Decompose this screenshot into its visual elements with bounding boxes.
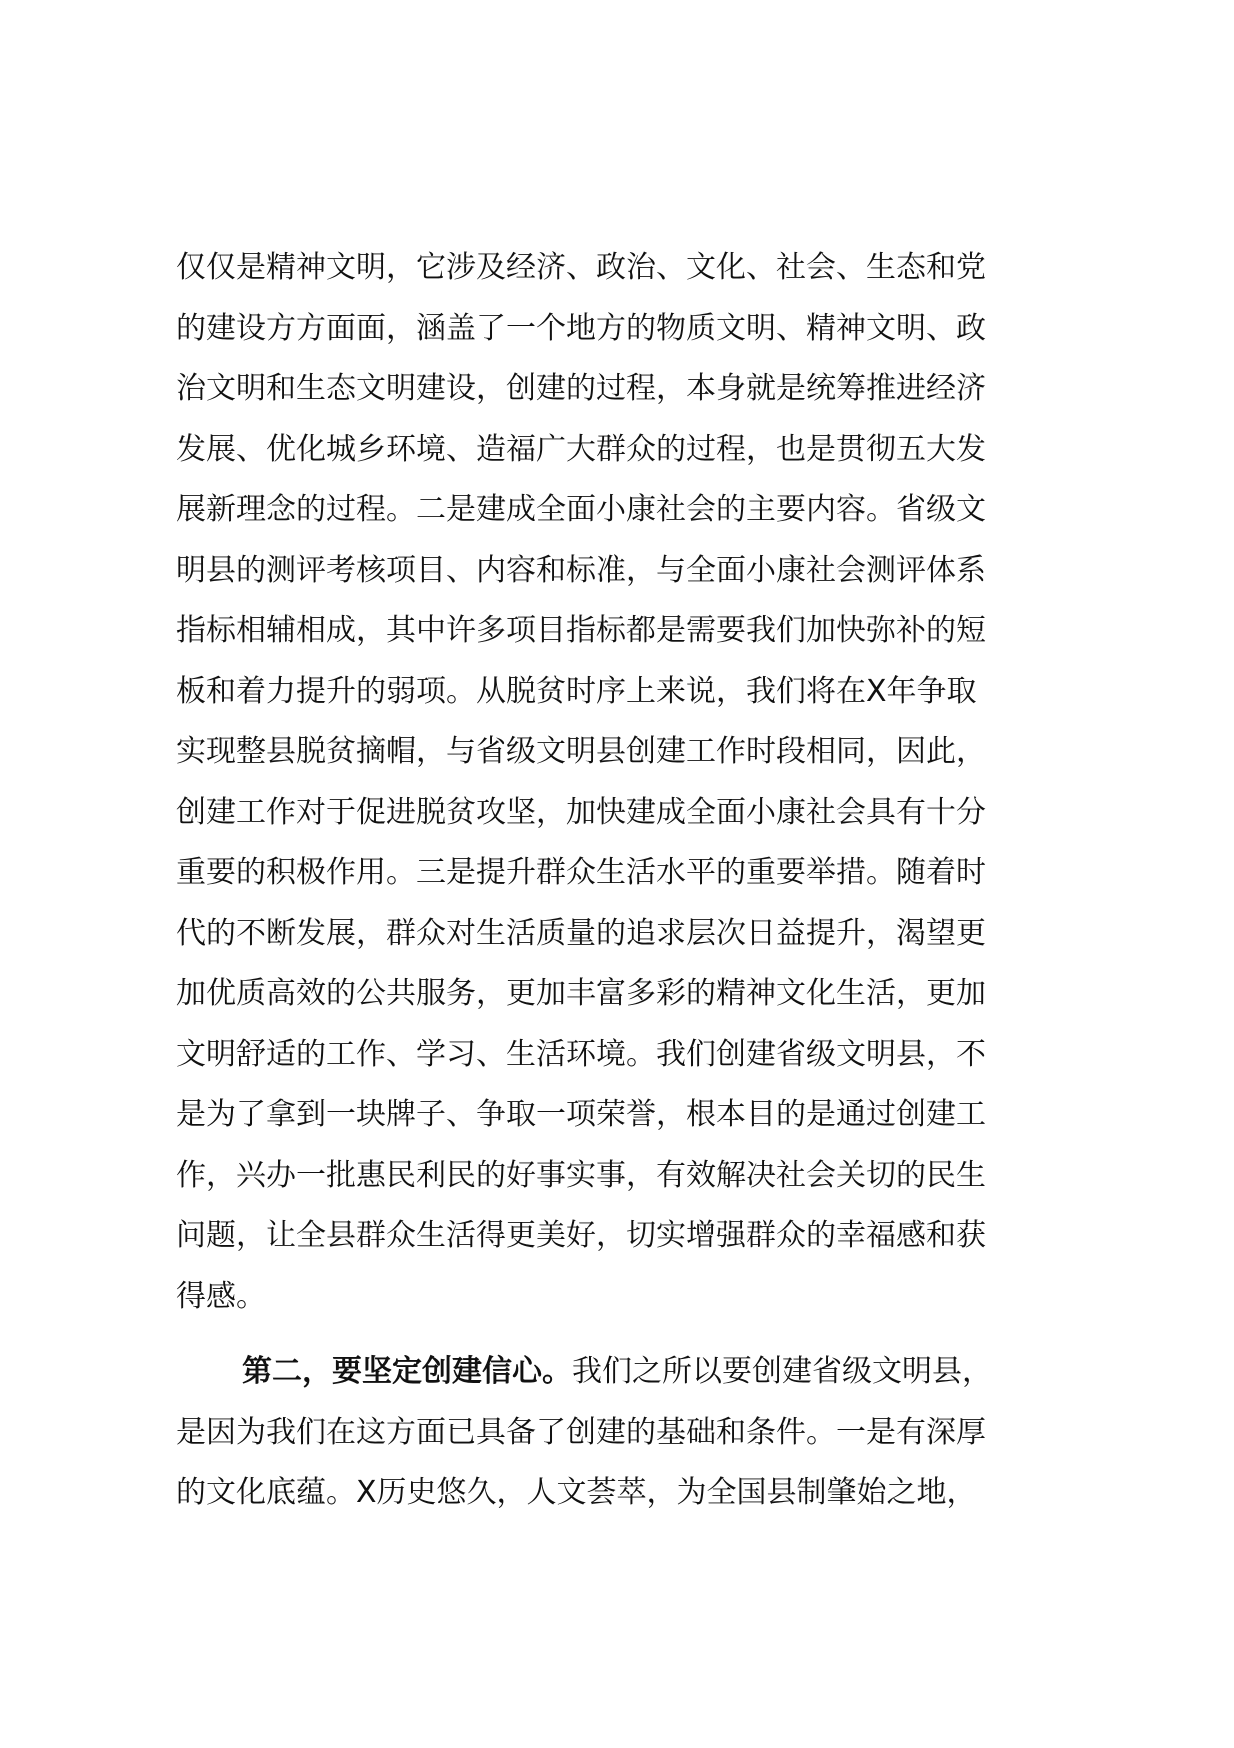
text-line: 创建工作对于促进脱贫攻坚，加快建成全面小康社会具有十分: [176, 794, 986, 830]
text-line: 作，兴办一批惠民利民的好事实事，有效解决社会关切的民生: [176, 1157, 986, 1193]
text-line: 加优质高效的公共服务，更加丰富多彩的精神文化生活，更加: [176, 976, 986, 1011]
paragraph-spacer: [176, 1327, 1086, 1342]
paragraph-1: [176, 238, 1086, 1327]
text-line: 指标相辅相成，其中许多项目指标都是需要我们加快弥补的短: [176, 613, 986, 648]
text-line: 发展、优化城乡环境、造福广大群众的过程，也是贯彻五大发: [176, 431, 986, 467]
text-line: 的建设方方面面，涵盖了一个地方的物质文明、精神文明、政: [176, 310, 986, 346]
text-line: 治文明和生态文明建设，创建的过程，本身就是统筹推进经济: [176, 371, 986, 406]
text-line: 问题，让全县群众生活得更美好，切实增强群众的幸福感和获: [176, 1218, 986, 1253]
text-line: 代的不断发展，群众对生活质量的追求层次日益提升，渴望更: [176, 915, 986, 951]
text-line: 是为了拿到一块牌子、争取一项荣誉，根本目的是通过创建工: [176, 1097, 986, 1132]
text-line: 仅仅是精神文明，它涉及经济、政治、文化、社会、生态和党: [176, 250, 986, 285]
text-line: 明县的测评考核项目、内容和标准，与全面小康社会测评体系: [176, 552, 986, 588]
text-line: 实现整县脱贫摘帽，与省级文明县创建工作时段相同，因此，: [176, 734, 986, 769]
text-line: 是因为我们在这方面已具备了创建的基础和条件。一是有深厚: [176, 1414, 986, 1450]
text-line: 展新理念的过程。二是建成全面小康社会的主要内容。省级文: [176, 492, 986, 527]
text-line: 文明舒适的工作、学习、生活环境。我们创建省级文明县，不: [176, 1036, 986, 1072]
document-body: [176, 238, 1086, 1524]
section-heading: 第二，要坚定创建信心。: [242, 1354, 572, 1389]
text-line: 板和着力提升的弱项。从脱贫时序上来说，我们将在X年争取: [176, 673, 977, 709]
text-run: 我们之所以要创建省级文明县，: [572, 1354, 992, 1389]
text-line: 得感。: [176, 1278, 266, 1314]
paragraph-2: [176, 1342, 1086, 1524]
text-line: [176, 1342, 1086, 1403]
text-line: 重要的积极作用。三是提升群众生活水平的重要举措。随着时: [176, 855, 986, 890]
text-line: 的文化底蕴。X历史悠久，人文荟萃，为全国县制肇始之地，: [176, 1475, 977, 1510]
